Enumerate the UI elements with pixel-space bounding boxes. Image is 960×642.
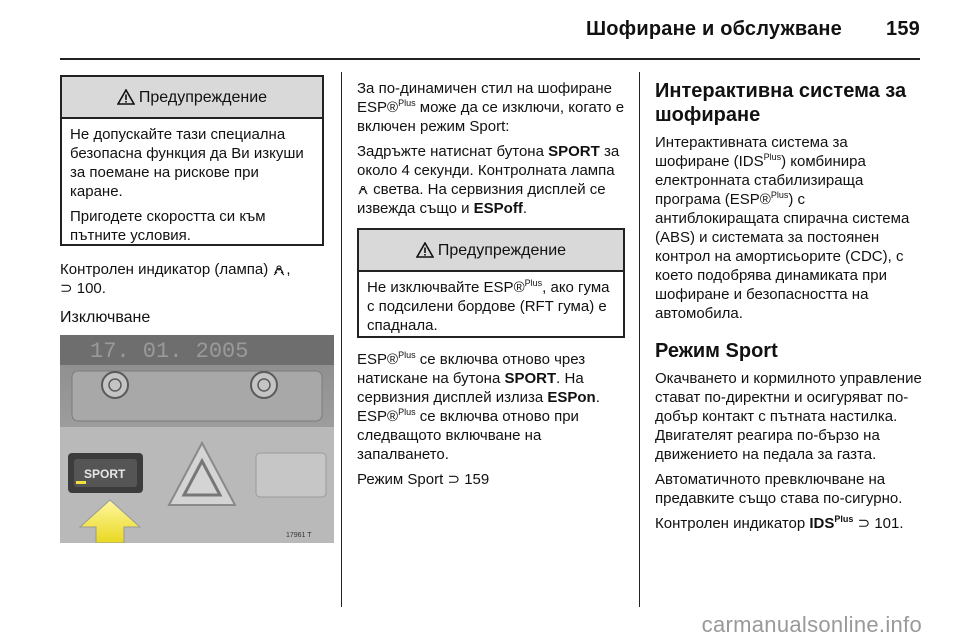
- indicator-paragraph: Контролен индикатор (лампа) , ⊃ 100.: [60, 261, 291, 297]
- page-number: 159: [886, 18, 920, 40]
- section-heading: Изключване: [60, 309, 151, 326]
- image-code: 17961 T: [286, 532, 312, 539]
- warning-heading: Предупреждение: [437, 241, 567, 259]
- page-ref-icon: ⊃: [857, 515, 871, 532]
- page-ref-icon: ⊃: [447, 471, 461, 488]
- sport-button-label: SPORT: [84, 467, 126, 481]
- warning-box: [357, 228, 625, 338]
- warning-text: Не изключвайте ESP®$^{Plus}$, ако гума с подсилени бордове (RFT гума) е спаднала.: [367, 278, 610, 334]
- paragraph: Контролен индикатор $IDS^{Plus}$ ⊃ 101.: [655, 514, 904, 532]
- column-3: [655, 79, 923, 539]
- paragraph: Задръжте натиснат бутона SPORT за около 4 секунди. Контролната лампа светва. На сервизния дисплей се извежда също и ESPoff.: [357, 143, 620, 217]
- column-1: [60, 75, 324, 327]
- clock-display-text: 17. 01. 2005: [90, 339, 249, 364]
- paragraph: Интерактивната система за шофиране $(IDS^{Plus})$ комбинира електронната стабилизираща програма (ESP®$^{Plus}$) с антиблокиращата спирачна система (ABS) и системата за постоянен контрол на амортисьорите (CDC), с което подобрява динамиката при шофиране и безопасността на автомобила.: [655, 134, 910, 322]
- esp-indicator-icon: [357, 183, 369, 195]
- paragraph: За по-динамичен стил на шофиране ESP®$^{Plus}$ може да се изключи, когато е включен режим Sport:: [357, 80, 625, 135]
- column-2: [357, 79, 625, 495]
- column-divider-2: [639, 72, 640, 607]
- paragraph: Режим Sport ⊃ 159: [357, 471, 490, 488]
- warning-box: [60, 75, 324, 246]
- paragraph: Окачването и кормилното управление стават по-директни и осигуряват по-добър контакт с пътната настилка. Двигателят реагира по-бързо на движението на педала за газта.: [655, 370, 922, 463]
- section-heading: Режим Sport: [655, 340, 778, 362]
- section-heading: Интерактивна система за шофиране: [655, 80, 907, 126]
- warning-header: [62, 77, 322, 119]
- esp-indicator-icon: [272, 262, 286, 276]
- watermark: carmanualsonline.info: [701, 612, 922, 637]
- header-rule: [60, 58, 920, 60]
- page-title: Шофиране и обслужване: [585, 18, 843, 40]
- warning-text: Пригодете скоростта си към пътните условия.: [70, 208, 266, 244]
- column-divider-1: [341, 72, 342, 607]
- page-ref-icon: ⊃: [60, 280, 73, 297]
- warning-header: [359, 230, 623, 272]
- warning-text: Не допускайте тази специална безопасна функция да Ви изкуши за поемане на рискове при каране.: [70, 126, 304, 200]
- warning-icon: [416, 242, 434, 258]
- page-header: [586, 18, 920, 41]
- warning-icon: [117, 89, 135, 105]
- paragraph: ESP®$^{Plus}$ се включва отново чрез натискане на бутона SPORT. На сервизния дисплей излиза ESPon. ESP®$^{Plus}$ се включва отново при следващото включване на запалването.: [357, 350, 600, 463]
- warning-heading: Предупреждение: [138, 88, 268, 106]
- paragraph: Автоматичното превключване на предавките също става по-сигурно.: [655, 471, 903, 507]
- dashboard-photo: [60, 335, 334, 543]
